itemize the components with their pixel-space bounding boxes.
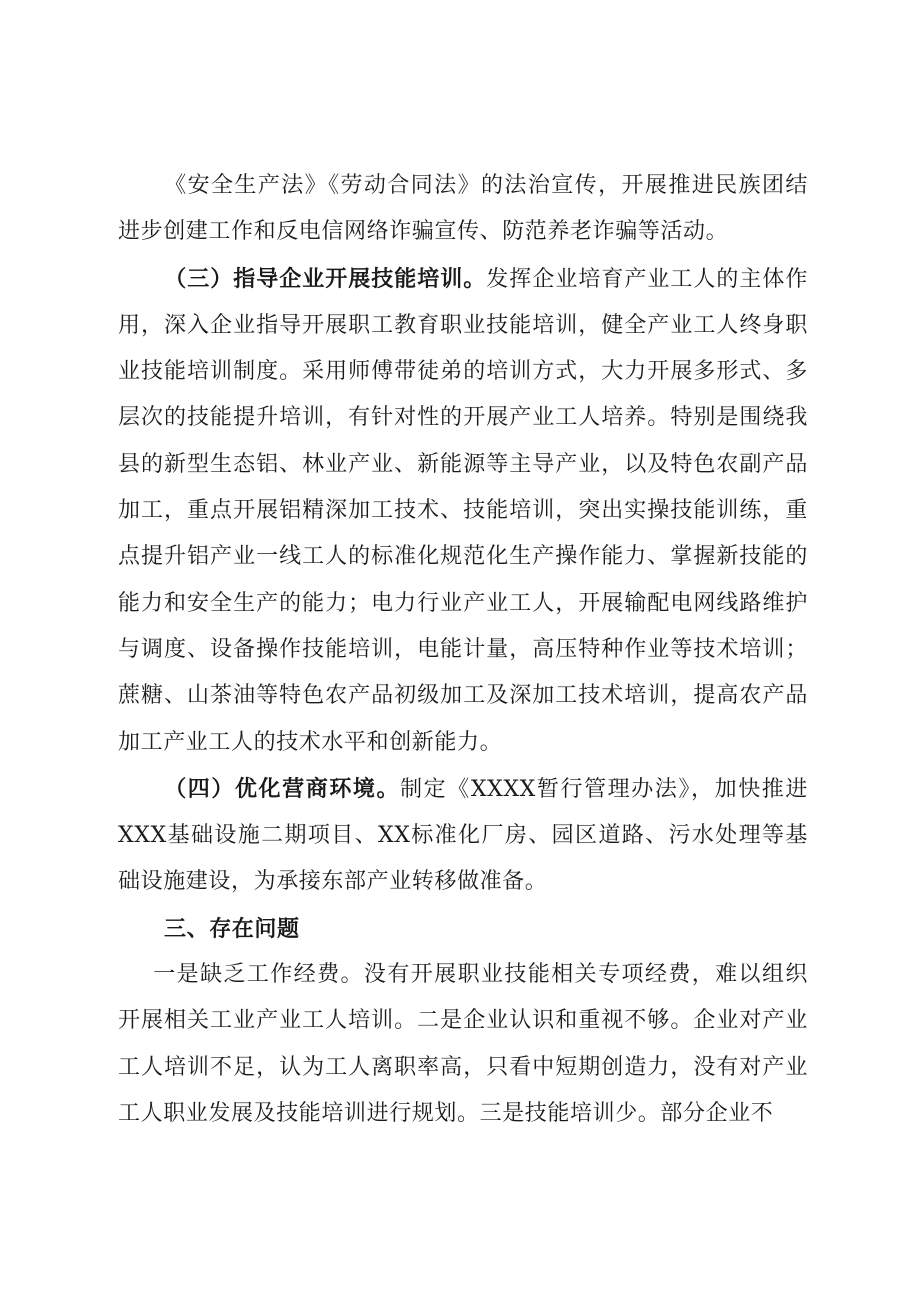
paragraph-problems	[118, 952, 808, 1137]
paragraph-text: 发挥企业培育产业工人的主体作用，深入企业指导开展职工教育职业技能培训，健全产业工人终身职业技能培训制度。采用师傅带徒弟的培训方式，大力开展多形式、多层次的技能提升培训，有针对性的开展产业工人培养。特别是围绕我县的新型生态铝、林业产业、新能源等主导产业，以及特色农副产品加工，重点开展铝精深加工技术、技能培训，突出实操技能训练，重点提升铝产业一线工人的标准化规范化生产操作能力、掌握新技能的能力和安全生产的能力；电力行业产业工人，开展输配电网线路维护与调度、设备操作技能培训，电能计量，高压特种作业等技术培训；蔗糖、山茶油等特色农产品初级加工及深加工技术培训，提高农产品加工产业工人的技术水平和创新能力。	[118, 266, 808, 755]
paragraph-lead-heading: （三）指导企业开展技能培训。	[164, 265, 487, 292]
document-page	[118, 163, 808, 1137]
paragraph-text: 《安全生产法》《劳动合同法》的法治宣传，开展推进民族团结进步创建工作和反电信网络诈骗宣传、防范养老诈骗等活动。	[118, 173, 808, 245]
paragraph-text: 制定《XXXX暂行管理办法》，加快推进XXX基础设施二期项目、XX标准化厂房、园区道路、污水处理等基础设施建设，为承接东部产业转移做准备。	[118, 776, 808, 895]
paragraph-business-environment	[118, 766, 808, 906]
paragraph-text: 一是缺乏工作经费。没有开展职业技能相关专项经费，难以组织开展相关工业产业工人培训。二是企业认识和重视不够。企业对产业工人培训不足，认为工人离职率高，只看中短期创造力，没有对产业工人职业发展及技能培训进行规划。三是技能培训少。部分企业不	[118, 962, 808, 1126]
paragraph-lead-heading: （四）优化营商环境。	[164, 775, 401, 802]
paragraph-legal-publicity	[118, 163, 808, 256]
paragraph-skills-training	[118, 256, 808, 766]
section-heading: 三、存在问题	[164, 915, 300, 942]
